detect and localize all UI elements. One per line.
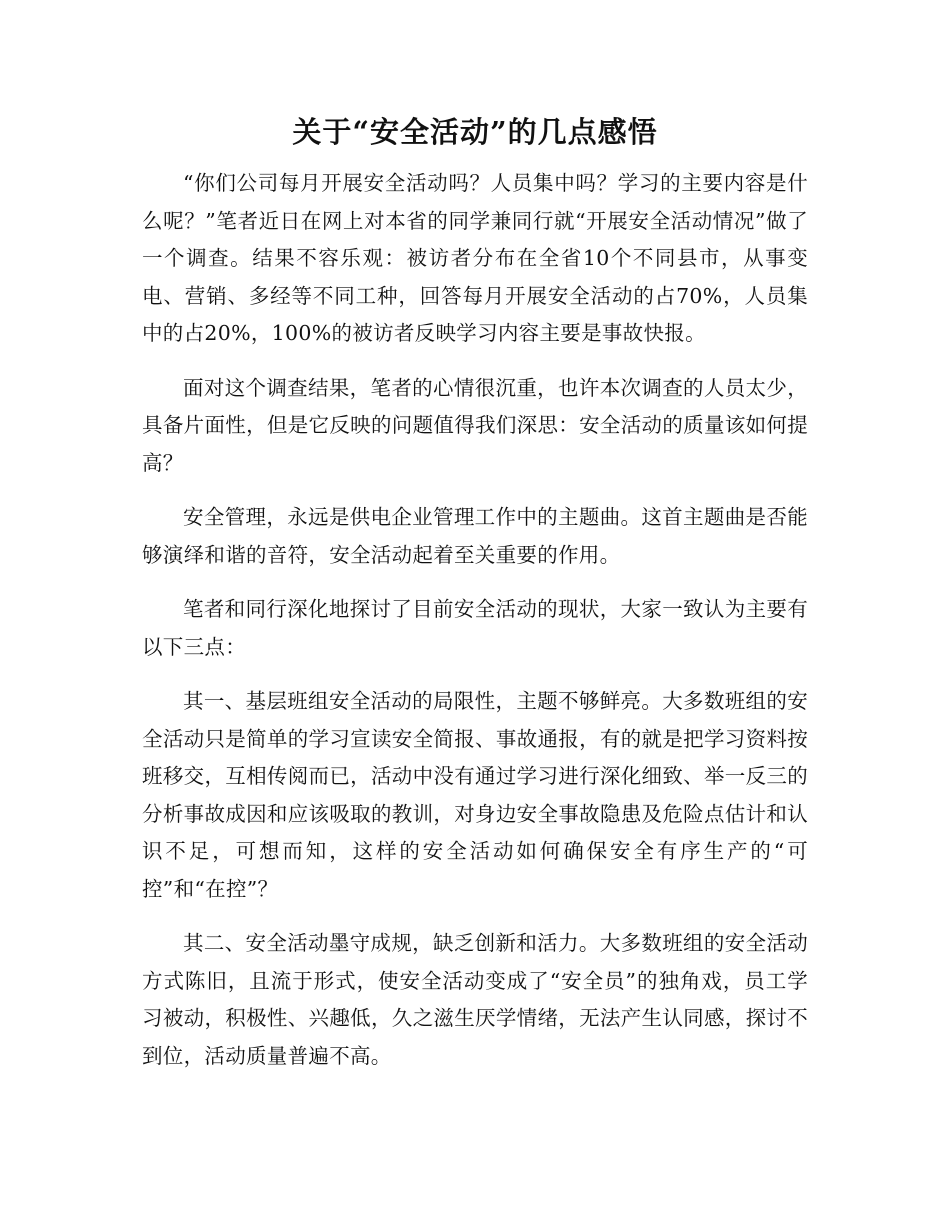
paragraph-point-one: 其一、基层班组安全活动的局限性，主题不够鲜亮。大多数班组的安全活动只是简单的学习宣读安全简报、事故通报，有的就是把学习资料按班移交，互相传阅而已，活动中没有通过学习进行深化细致、举一反三的分析事故成因和应该吸取的教训，对身边安全事故隐患及危险点估计和认识不足，可想而知，这样的安全活动如何确保安全有序生产的“可控”和“在控”？ — [142, 689, 808, 901]
document-body — [142, 165, 808, 1092]
paragraph-point-two: 其二、安全活动墨守成规，缺乏创新和活力。大多数班组的安全活动方式陈旧，且流于形式，使安全活动变成了“安全员”的独角戏，员工学习被动，积极性、兴趣低，久之滋生厌学情绪，无法产生认同感，探讨不到位，活动质量普遍不高。 — [142, 931, 808, 1068]
paragraph-safety-management: 安全管理，永远是供电企业管理工作中的主题曲。这首主题曲是否能够演绎和谐的音符，安全活动起着至关重要的作用。 — [142, 505, 808, 567]
paragraph-reflection: 面对这个调查结果，笔者的心情很沉重，也许本次调查的人员太少，具备片面性，但是它反映的问题值得我们深思：安全活动的质量该如何提高？ — [142, 375, 808, 475]
paragraph-discussion: 笔者和同行深化地探讨了目前安全活动的现状，大家一致认为主要有以下三点： — [142, 597, 808, 659]
document-title: 关于“安全活动”的几点感悟 — [292, 115, 658, 149]
paragraph-survey: “你们公司每月开展安全活动吗？人员集中吗？学习的主要内容是什么呢？”笔者近日在网上对本省的同学兼同行就“开展安全活动情况”做了一个调查。结果不容乐观：被访者分布在全省10个不同县市，从事变电、营销、多经等不同工种，回答每月开展安全活动的占70%，人员集中的占20%，100%的被访者反映学习内容主要是事故快报。 — [142, 171, 808, 345]
